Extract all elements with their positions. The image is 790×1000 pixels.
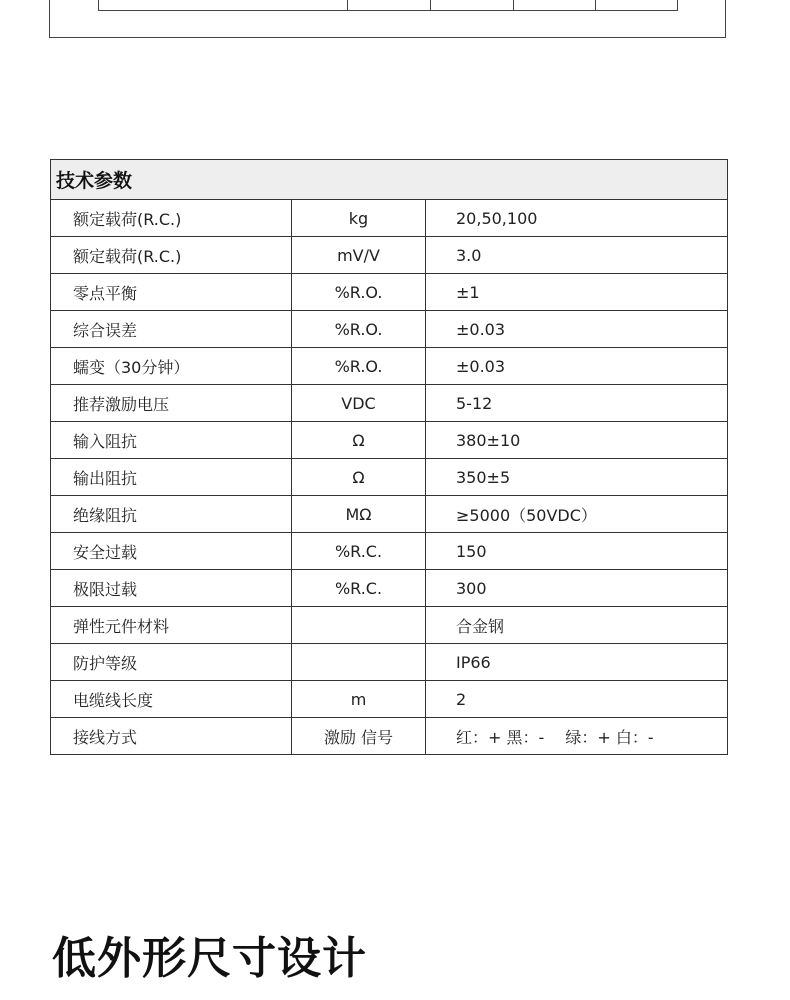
param-value: 合金钢 [426,607,728,644]
table-row [51,681,728,718]
param-unit: Ω [292,459,426,496]
table-row [51,422,728,459]
param-name: 额定载荷(R.C.) [51,200,292,237]
param-name: 接线方式 [51,718,292,755]
param-name: 输出阻抗 [51,459,292,496]
param-unit: kg [292,200,426,237]
param-value: ±0.03 [426,348,728,385]
param-unit: %R.O. [292,274,426,311]
param-value: ≥5000（50VDC） [426,496,728,533]
table-row [51,607,728,644]
param-value: 2 [426,681,728,718]
spec-table [50,159,728,755]
previous-table-fragment [98,0,678,11]
param-name: 电缆线长度 [51,681,292,718]
table-divider [347,0,348,10]
param-unit: %R.C. [292,570,426,607]
section-title: 技术参数 [51,160,728,200]
table-row [51,644,728,681]
table-row [51,274,728,311]
param-name: 蠕变（30分钟） [51,348,292,385]
param-value: 红：+ 黑：- 绿：+ 白：- [426,718,728,755]
param-unit: %R.O. [292,311,426,348]
param-value: 20,50,100 [426,200,728,237]
param-value: 5-12 [426,385,728,422]
table-row [51,533,728,570]
param-value: 3.0 [426,237,728,274]
table-row [51,348,728,385]
param-name: 绝缘阻抗 [51,496,292,533]
param-unit: %R.C. [292,533,426,570]
table-divider [430,0,431,10]
param-value: ±1 [426,274,728,311]
param-name: 防护等级 [51,644,292,681]
param-value: 350±5 [426,459,728,496]
table-row [51,237,728,274]
param-name: 综合误差 [51,311,292,348]
param-name: 输入阻抗 [51,422,292,459]
table-row [51,496,728,533]
param-name: 推荐激励电压 [51,385,292,422]
param-unit [292,644,426,681]
param-value: ±0.03 [426,311,728,348]
param-name: 零点平衡 [51,274,292,311]
table-row [51,311,728,348]
param-unit: 激励 信号 [292,718,426,755]
param-unit: mV/V [292,237,426,274]
param-unit [292,607,426,644]
param-value: 300 [426,570,728,607]
section-heading: 低外形尺寸设计 [52,933,367,984]
param-name: 极限过载 [51,570,292,607]
param-value: IP66 [426,644,728,681]
param-value: 380±10 [426,422,728,459]
table-row [51,718,728,755]
param-name: 安全过载 [51,533,292,570]
param-unit: %R.O. [292,348,426,385]
table-row [51,385,728,422]
param-name: 弹性元件材料 [51,607,292,644]
table-row [51,570,728,607]
table-divider [513,0,514,10]
param-value: 150 [426,533,728,570]
param-unit: MΩ [292,496,426,533]
param-name: 额定载荷(R.C.) [51,237,292,274]
param-unit: m [292,681,426,718]
param-unit: Ω [292,422,426,459]
param-unit: VDC [292,385,426,422]
spec-table-header [51,160,728,200]
table-row [51,200,728,237]
table-divider [595,0,596,10]
table-row [51,459,728,496]
